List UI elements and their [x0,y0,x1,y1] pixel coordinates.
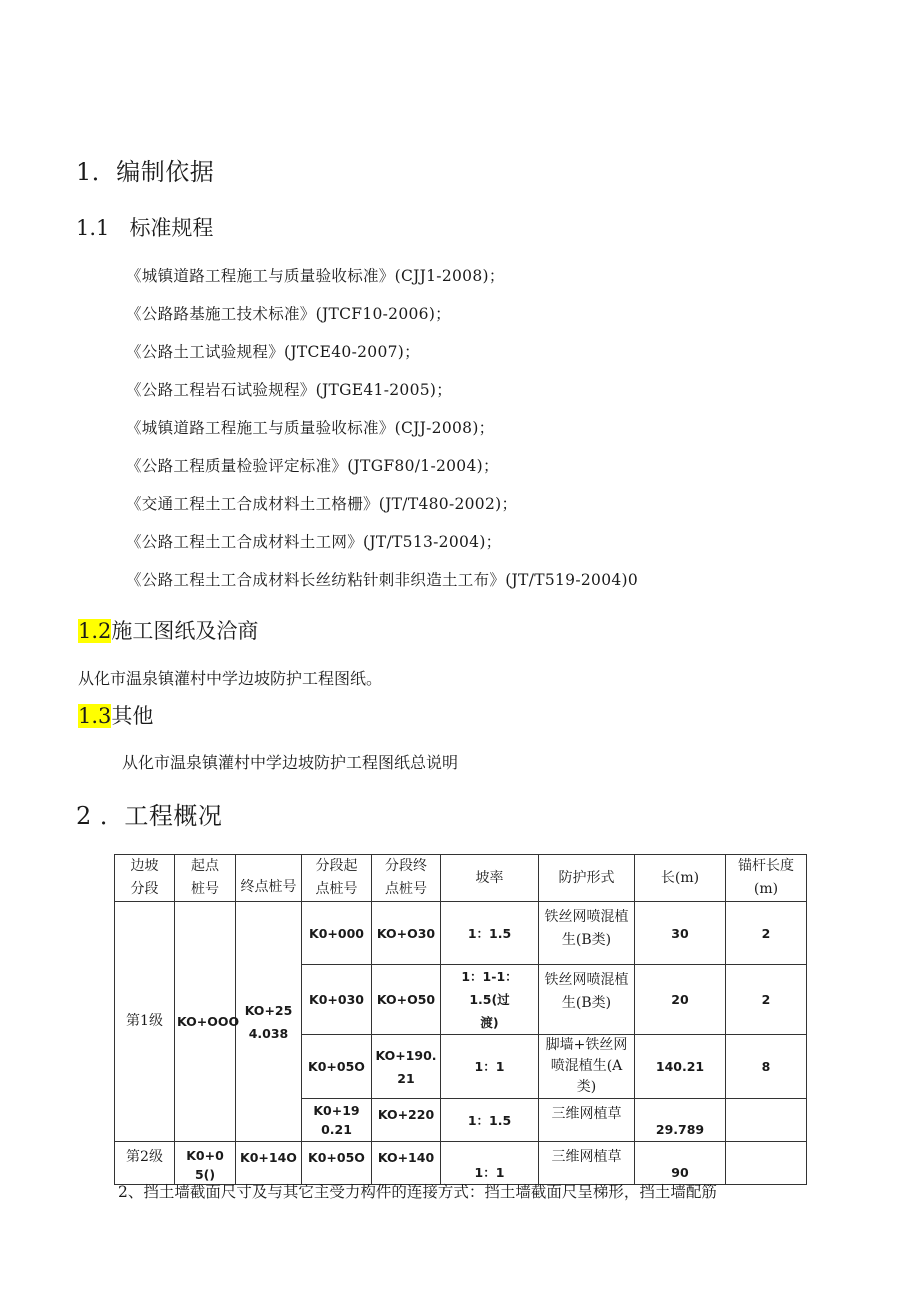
header-cell: 分段终 点桩号 [372,855,441,902]
segment-cell: 第1级 [115,902,175,1142]
section-1-1-heading [76,212,213,242]
section-title: 施工图纸及洽商 [111,619,259,643]
reference-item: 《城镇道路工程施工与质量验收标准》(CJJ-2008)； [126,419,495,437]
protection-cell: 三维网植草 [539,1142,635,1185]
table-row [115,1142,807,1185]
protection-cell: 三维网植草 [539,1099,635,1142]
sub-start-cell: K0+030 [302,965,372,1035]
highlighted-section-number: 1.2 [78,619,112,643]
reference-item: 《公路工程质量检验评定标准》(JTGF80/1-2004)； [126,457,499,475]
sub-end-cell: KO+190. 21 [372,1035,441,1099]
retaining-wall-paragraph: 2、挡土墙截面尺寸及与其它主受力构件的连接方式：挡土墙截面尺呈梯形，挡土墙配筋 [118,1183,717,1201]
slope-cell: 1：1 [441,1035,539,1099]
section-number: 1.1 [76,216,110,240]
header-cell: 防护形式 [539,855,635,902]
protection-cell: 脚墙+铁丝网 喷混植生(A 类) [539,1035,635,1099]
highlighted-section-number: 1.3 [78,704,112,728]
anchor-length-cell: 2 [726,965,807,1035]
table-header-row [115,855,807,902]
length-cell: 30 [635,902,726,965]
header-cell: 锚杆长度 (m) [726,855,807,902]
length-cell: 29.789 [635,1099,726,1142]
protection-cell: 铁丝网喷混植 生(B类) [539,965,635,1035]
sub-start-cell: K0+000 [302,902,372,965]
anchor-length-cell [726,1099,807,1142]
anchor-length-cell: 2 [726,902,807,965]
segment-cell: 第2级 [115,1142,175,1185]
header-cell: 边坡 分段 [115,855,175,902]
sub-end-cell: KO+140 [372,1142,441,1185]
reference-item: 《城镇道路工程施工与质量验收标准》(CJJ1-2008)； [126,267,505,285]
reference-item: 《公路工程土工合成材料土工网》(JT/T513-2004)； [126,533,502,551]
reference-item: 《交通工程土工合成材料土工格栅》(JT/T480-2002)； [126,495,518,513]
section-title: 其他 [111,704,154,728]
length-cell: 140.21 [635,1035,726,1099]
anchor-length-cell: 8 [726,1035,807,1099]
length-cell: 90 [635,1142,726,1185]
header-cell: 起点 桩号 [175,855,236,902]
slope-cell: 1：1 [441,1142,539,1185]
sub-start-cell: K0+05O [302,1035,372,1099]
reference-item: 《公路土工试验规程》(JTCE40-2007)； [126,343,420,361]
section-1-heading: 1．编制依据 [76,158,215,186]
start-station-cell: K0+0 5() [175,1142,236,1185]
header-cell: 分段起 点桩号 [302,855,372,902]
sub-end-cell: KO+O50 [372,965,441,1035]
end-station-cell: KO+25 4.038 [236,902,302,1142]
section-1-2-body: 从化市温泉镇灌村中学边坡防护工程图纸。 [78,669,383,688]
section-1-3-heading [78,700,153,730]
project-overview-table [114,854,807,1185]
section-2-heading: 2 ．工程概况 [76,802,223,830]
sub-end-cell: KO+220 [372,1099,441,1142]
reference-item: 《公路路基施工技术标准》(JTCF10-2006)； [126,305,451,323]
table-row [115,902,807,965]
section-title: 标准规程 [129,216,214,240]
protection-cell: 铁丝网喷混植 生(B类) [539,902,635,965]
section-1-2-heading [78,615,258,645]
header-cell: 长(m) [635,855,726,902]
slope-cell: 1：1-1：1.5(过 渡) [441,965,539,1035]
end-station-cell: K0+14O [236,1142,302,1185]
length-cell: 20 [635,965,726,1035]
slope-cell: 1：1.5 [441,902,539,965]
reference-item: 《公路工程土工合成材料长丝纺粘针刺非织造土工布》(JT/T519-2004)0 [126,571,639,589]
anchor-length-cell [726,1142,807,1185]
slope-cell: 1：1.5 [441,1099,539,1142]
reference-item: 《公路工程岩石试验规程》(JTGE41-2005)； [126,381,453,399]
sub-end-cell: KO+O30 [372,902,441,965]
header-cell: 坡率 [441,855,539,902]
section-1-3-body: 从化市温泉镇灌村中学边坡防护工程图纸总说明 [122,753,459,772]
header-cell: 终点桩号 [236,855,302,902]
sub-start-cell: K0+19 0.21 [302,1099,372,1142]
sub-start-cell: K0+05O [302,1142,372,1185]
start-station-cell: KO+OOO [175,902,236,1142]
